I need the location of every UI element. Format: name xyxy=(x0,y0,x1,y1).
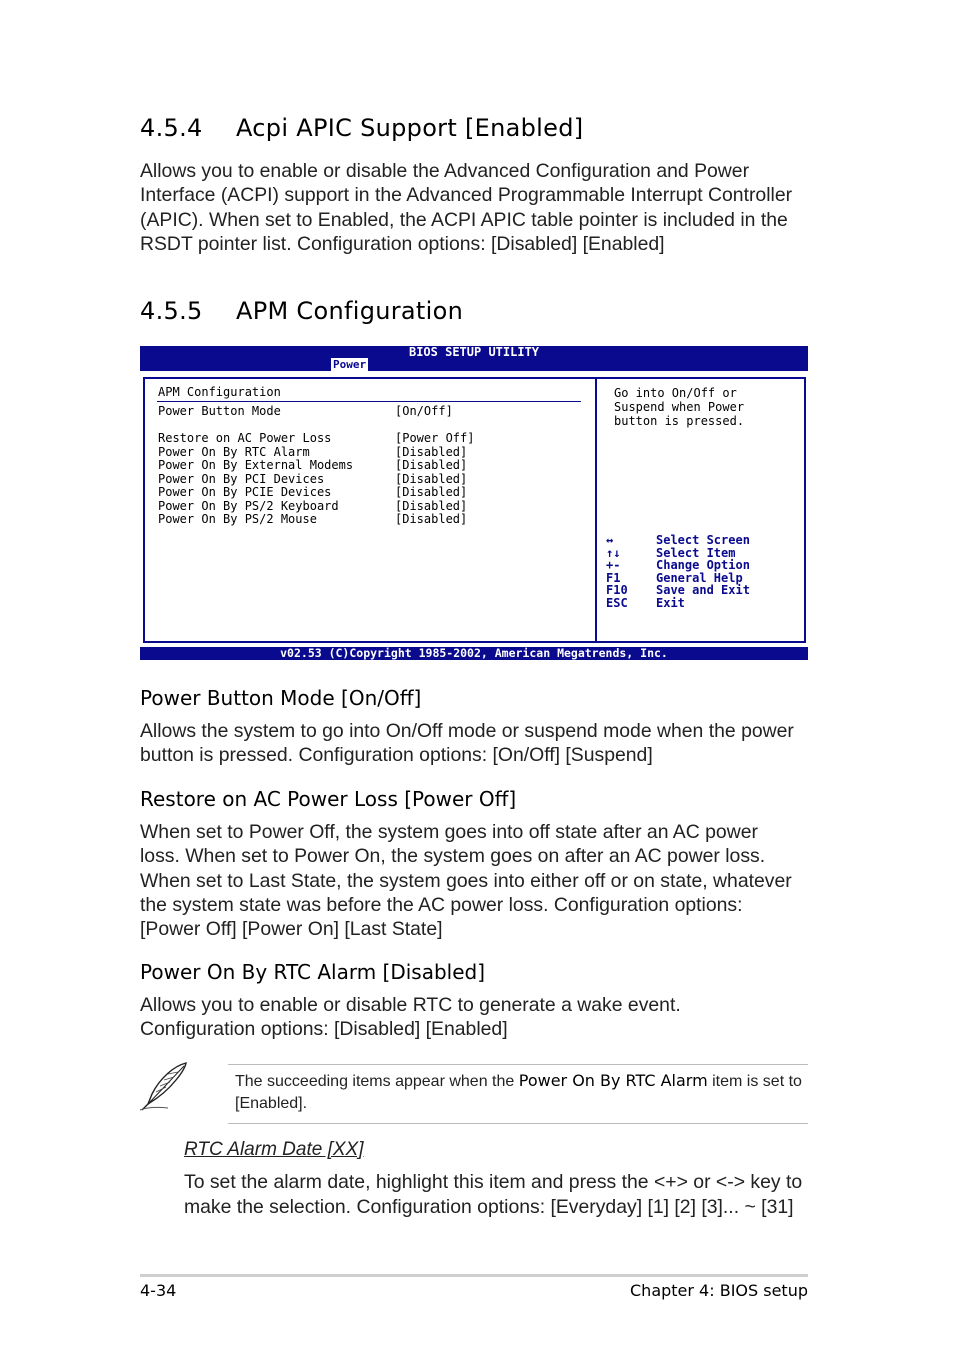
note-top-rule xyxy=(228,1064,808,1065)
item-heading-restore-ac: Restore on AC Power Loss [Power Off] xyxy=(140,787,517,811)
key-legend-row xyxy=(606,597,796,610)
setting-label: Restore on AC Power Loss xyxy=(158,431,332,445)
setting-label: Power On By PCIE Devices xyxy=(158,485,332,499)
setting-label: Power On By PCI Devices xyxy=(158,471,325,486)
key-action: Exit xyxy=(656,595,685,610)
note-text xyxy=(235,1070,805,1115)
chapter-label: Chapter 4: BIOS setup xyxy=(630,1281,808,1300)
section-heading-4-5-5 xyxy=(140,297,463,325)
bios-title: BIOS SETUP UTILITY xyxy=(408,345,540,359)
key-f10: F10 xyxy=(606,583,628,597)
item-body-rtc-alarm: Allows you to enable or disable RTC to generate a wake event. Configuration options: [Disabled] [Enabled] xyxy=(140,994,681,1041)
key-action: Select Item xyxy=(656,545,736,560)
setting-value[interactable]: [Power Off] xyxy=(395,431,475,445)
note-bottom-rule xyxy=(228,1123,808,1124)
setting-label: Power On By RTC Alarm xyxy=(158,444,310,459)
section-number: 4.5.5 xyxy=(140,297,203,325)
setting-row[interactable] xyxy=(158,446,578,460)
section-heading-4-5-4 xyxy=(140,114,583,142)
item-heading-power-button: Power Button Mode [On/Off] xyxy=(140,686,422,710)
panel-heading: APM Configuration xyxy=(158,385,281,399)
key-action: Select Screen xyxy=(656,533,750,547)
page-number: 4-34 xyxy=(140,1281,177,1300)
setting-row[interactable] xyxy=(158,486,578,500)
section-body-4-5-4: Allows you to enable or disable the Advanced Configuration and Power Interface (ACPI) support in the Advanced Programmable Interrupt Controller (APIC). When set to Enabled, the ACPI APIC table pointer is included in the RSDT pointer list. Configuration options: [Disabled] [Enabled] xyxy=(140,160,793,255)
help-text: Go into On/Off or Suspend when Power button is pressed. xyxy=(614,386,745,428)
panel-heading-divider xyxy=(157,401,581,402)
key-action: Save and Exit xyxy=(656,583,750,597)
note-text-before: The succeeding items appear when the xyxy=(235,1073,519,1090)
setting-label: Power On By PS/2 Keyboard xyxy=(158,498,339,513)
setting-value[interactable]: [Disabled] xyxy=(395,471,468,486)
setting-value[interactable]: [Disabled] xyxy=(395,458,468,472)
key-esc: ESC xyxy=(606,595,628,610)
key-action: General Help xyxy=(656,570,743,585)
tab-power[interactable]: Power xyxy=(333,358,367,371)
setting-value[interactable]: [Disabled] xyxy=(395,485,468,499)
setting-label: Power On By External Modems xyxy=(158,458,354,472)
key-arrows-ud-icon: ↑↓ xyxy=(606,545,621,560)
section-title: Acpi APIC Support [Enabled] xyxy=(236,114,584,142)
key-action: Change Option xyxy=(656,558,750,572)
key-arrows-lr-icon: ↔ xyxy=(606,533,614,547)
section-number: 4.5.4 xyxy=(140,114,203,142)
rtc-alarm-date-body: To set the alarm date, highlight this item and press the <+> or <-> key to make the selection. Configuration options: [Everyday] [1] [2] [3]... ~ [31] xyxy=(184,1171,803,1218)
setting-row[interactable] xyxy=(158,500,578,514)
section-title: APM Configuration xyxy=(236,297,464,325)
key-f1: F1 xyxy=(606,570,621,585)
rtc-alarm-date-heading: RTC Alarm Date [XX] xyxy=(184,1139,364,1160)
setting-row[interactable] xyxy=(158,405,578,419)
page-footer-rule xyxy=(140,1274,808,1277)
note-text-emphasis: Power On By RTC Alarm xyxy=(518,1071,708,1090)
item-body-restore-ac: When set to Power Off, the system goes into off state after an AC power loss. When set to Power On, the system goes on after an AC power loss. When set to Last State, the system goes into either off or on state, whatever the system state was before the AC power loss. Configuration options: [Power Off] [Power On] [Last State] xyxy=(140,821,792,941)
setting-label: Power On By PS/2 Mouse xyxy=(158,512,317,526)
setting-value[interactable]: [On/Off] xyxy=(395,404,453,418)
setting-row[interactable] xyxy=(158,473,578,487)
setting-row[interactable] xyxy=(158,513,578,527)
key-legend-row xyxy=(606,584,796,597)
bios-title-bar xyxy=(140,346,808,371)
setting-row[interactable] xyxy=(158,459,578,473)
feather-pen-icon xyxy=(138,1060,190,1114)
key-plus-minus: +- xyxy=(606,558,621,572)
setting-label: Power Button Mode xyxy=(158,404,281,418)
key-legend-row xyxy=(606,534,796,547)
setting-value[interactable]: [Disabled] xyxy=(395,512,468,526)
setting-row[interactable] xyxy=(158,432,578,446)
bios-footer-bar xyxy=(140,647,808,660)
note-text-after: item is set to [Enabled]. xyxy=(235,1073,802,1112)
item-body-power-button: Allows the system to go into On/Off mode or suspend mode when the power button is pressed. Configuration options: [On/Off] [Suspend] xyxy=(140,720,794,767)
key-legend-row xyxy=(606,559,796,572)
setting-value[interactable]: [Disabled] xyxy=(395,498,468,513)
item-heading-rtc-alarm: Power On By RTC Alarm [Disabled] xyxy=(140,960,486,984)
setting-value[interactable]: [Disabled] xyxy=(395,444,468,459)
bios-copyright: v02.53 (C)Copyright 1985-2002, American Megatrends, Inc. xyxy=(280,646,668,660)
bios-screenshot xyxy=(140,346,808,660)
